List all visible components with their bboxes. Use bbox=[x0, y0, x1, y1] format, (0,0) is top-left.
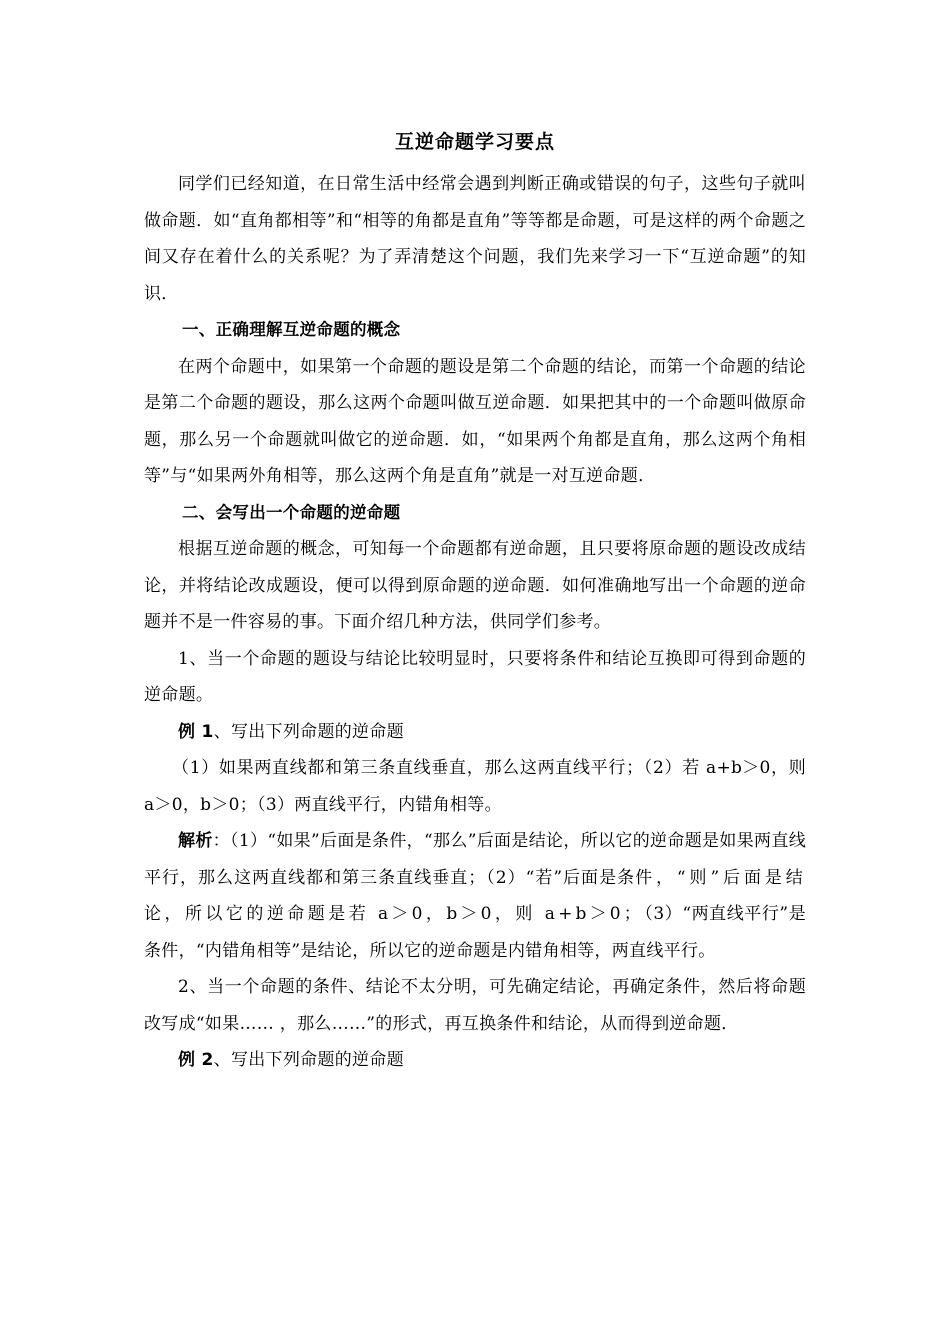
document-page bbox=[144, 118, 806, 1079]
method-1-paragraph: 1、当一个命题的题设与结论比较明显时，只要将条件和结论互换即可得到命题的逆命题。 bbox=[144, 648, 806, 705]
example-1-items: （1）如果两直线都和第三条直线垂直，那么这两直线平行；（2）若 a+b＞0，则 a＞0，b＞0；（3）两直线平行，内错角相等。 bbox=[144, 758, 806, 815]
example-2-paragraph bbox=[144, 1042, 806, 1079]
analysis-label: 解析 bbox=[178, 831, 213, 851]
method-2-paragraph: 2、当一个命题的条件、结论不太分明，可先确定结论，再确定条件，然后将命题改写成“如果…… ，那么……”的形式，再互换条件和结论，从而得到逆命题． bbox=[144, 977, 806, 1034]
example-1-paragraph bbox=[144, 714, 806, 751]
section-1-body: 在两个命题中，如果第一个命题的题设是第二个命题的结论，而第一个命题的结论是第二个命题的题设，那么这两个命题叫做互逆命题．如果把其中的一个命题叫做原命题，那么另一个命题就叫做它的逆命题．如，“如果两个角都是直角，那么这两个角相等”与“如果两外角相等，那么这两个角是直角”就是一对互逆命题． bbox=[144, 356, 806, 486]
section-1-heading: 一、正确理解互逆命题的概念 bbox=[182, 320, 401, 339]
section-2-heading: 二、会写出一个命题的逆命题 bbox=[182, 502, 401, 522]
analysis-part-3: （3）“两直线平行”是条件，“内错角相等”是结论，所以它的逆命题是内错角相等，两直线平行。 bbox=[144, 904, 806, 961]
document-title: 互逆命题学习要点 bbox=[394, 131, 555, 153]
example-1-text: 、写出下列命题的逆命题 bbox=[213, 721, 404, 742]
section-2-body: 根据互逆命题的概念，可知每一个命题都有逆命题，且只要将原命题的题设改成结论，并将结论改成题设，便可以得到原命题的逆命题．如何准确地写出一个命题的逆命题并不是一件容易的事。下面介绍几种方法，供同学们参考。 bbox=[144, 539, 806, 632]
analysis-part-1: ：（1）“如果”后面是条件，“那么”后面是结论，所以它的逆命题是如果两直线平行，那么这两直线都和第三条直线垂直；（2）“若”后面是条 bbox=[144, 831, 806, 888]
example-2-label: 例 2 bbox=[178, 1050, 214, 1070]
analysis-part-2: 件，“则”后面是结论，所以它的逆命题是若 a＞0，b＞0，则 a+b＞0； bbox=[144, 867, 806, 924]
example-1-label: 例 1 bbox=[178, 721, 214, 742]
intro-paragraph: 同学们已经知道，在日常生活中经常会遇到判断正确或错误的句子，这些句子就叫做命题．如“直角都相等”和“相等的角都是直角”等等都是命题，可是这样的两个命题之间又存在着什么的关系呢？为了弄清楚这个问题，我们先来学习一下“互逆命题”的知识． bbox=[144, 174, 806, 304]
example-2-text: 、写出下列命题的逆命题 bbox=[213, 1050, 404, 1070]
analysis-paragraph bbox=[144, 823, 806, 969]
